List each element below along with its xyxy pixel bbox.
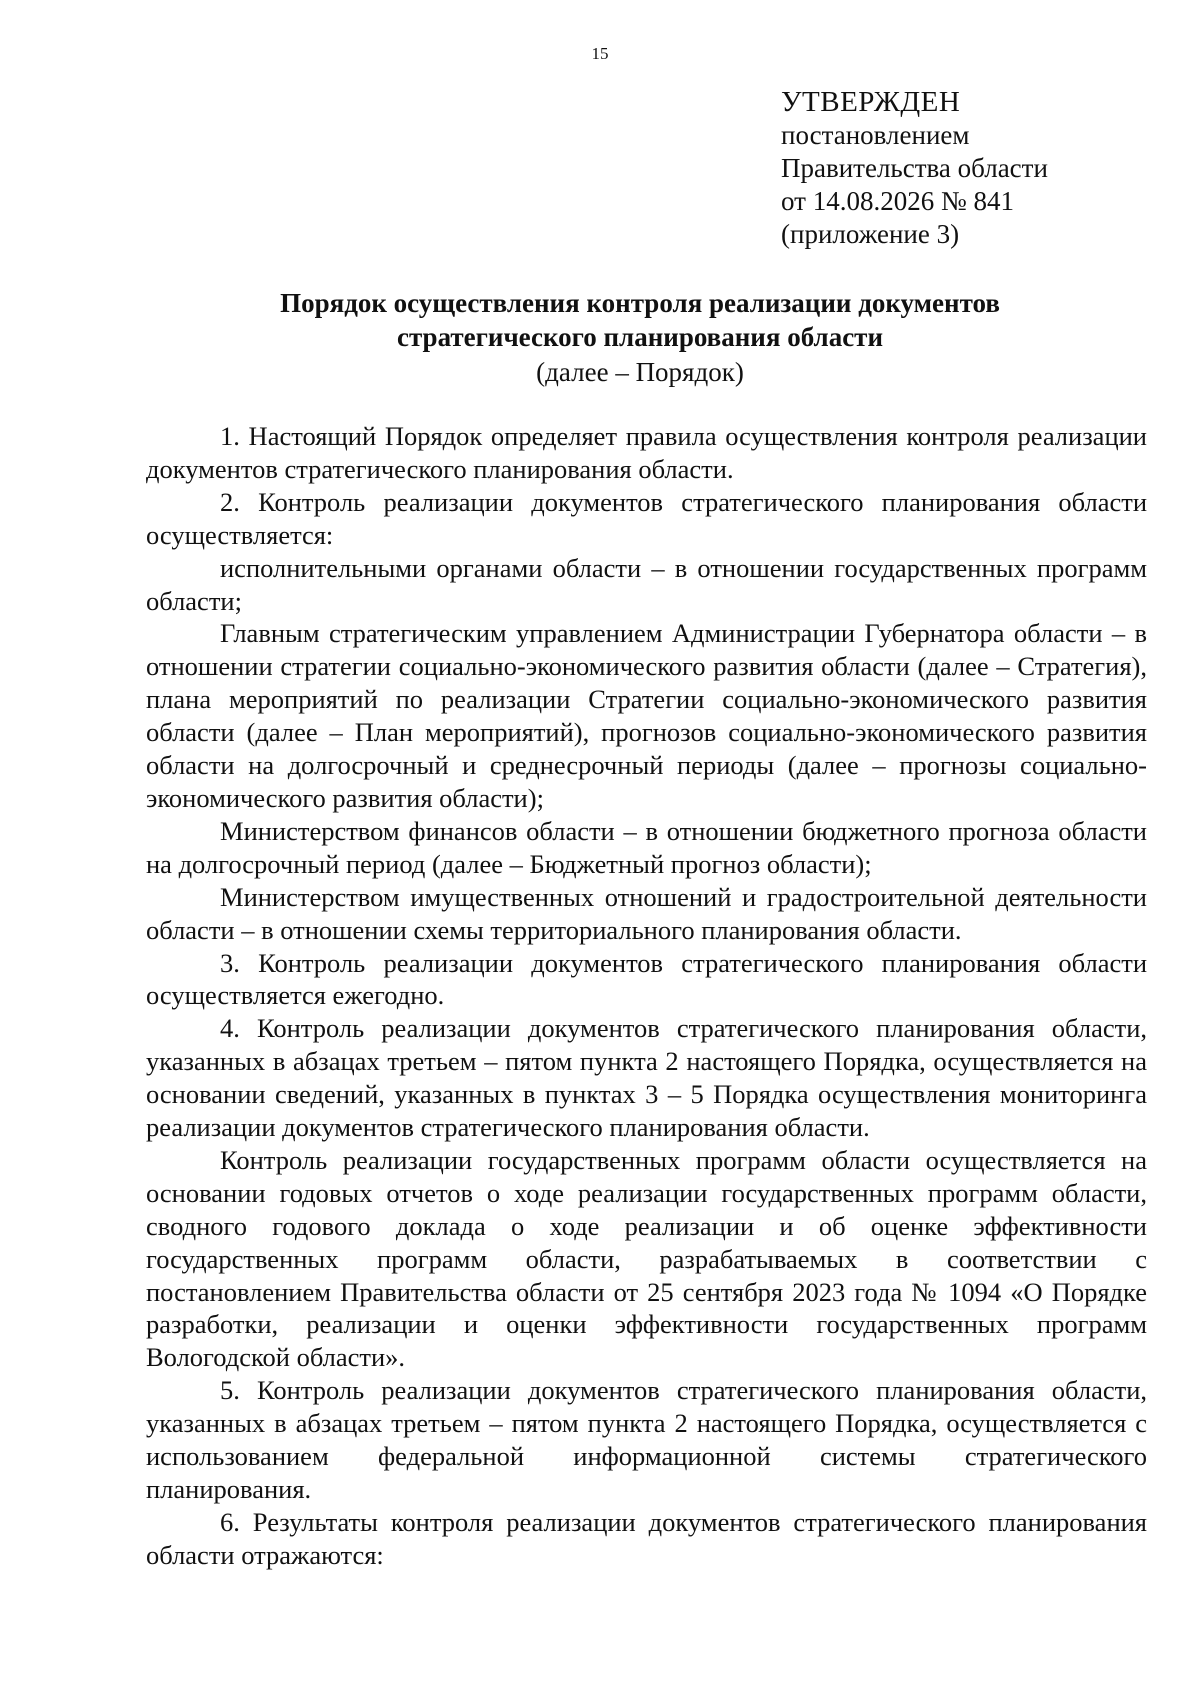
title-line: Порядок осуществления контроля реализации документов (280, 288, 1000, 318)
title-note: (далее – Порядок) (536, 357, 744, 387)
approval-stamp (781, 86, 1181, 251)
approval-date-number: от 14.08.2026 № 841 (781, 186, 1014, 216)
document-body (146, 420, 1147, 1572)
paragraph: Министерством финансов области – в отношении бюджетного прогноза области на долгосрочный период (далее – Бюджетный прогноз области); (146, 815, 1147, 879)
paragraph: 2. Контроль реализации документов стратегического планирования области осуществляется: (146, 486, 1147, 550)
paragraph: исполнительными органами области – в отношении государственных программ области; (146, 552, 1147, 616)
paragraph: 4. Контроль реализации документов стратегического планирования области, указанных в абзацах третьем – пятом пункта 2 настоящего Порядка, осуществляется на основании сведений, указанных в пунктах 3 – 5 Порядка осуществления мониторинга реализации документов стратегического планирования области. (146, 1013, 1147, 1143)
title-line: стратегического планирования области (396, 322, 883, 352)
approval-title: УТВЕРЖДЕН (781, 86, 961, 118)
paragraph: Главным стратегическим управлением Администрации Губернатора области – в отношении стратегии социально-экономического развития области (далее – Стратегия), плана мероприятий по реализации Стратегии социально-экономического развития области (далее – План мероприятий), прогнозов социально-экономического развития области на долгосрочный и среднесрочный периоды (далее – прогнозы социально-экономического развития области); (146, 618, 1147, 813)
approval-appendix: (приложение 3) (781, 219, 960, 249)
approval-line: Правительства области (781, 153, 1048, 183)
page-number: 15 (591, 44, 609, 63)
paragraph: Контроль реализации государственных программ области осуществляется на основании годовых отчетов о ходе реализации государственных программ области, сводного годового доклада о ходе реализации и об оценке эффективности государственных программ области, разрабатываемых в соответствии с постановлением Правительства области от 25 сентября 2023 года № 1094 «О Порядке разработки, реализации и оценки эффективности государственных программ Вологодской области». (146, 1144, 1147, 1373)
paragraph: 5. Контроль реализации документов стратегического планирования области, указанных в абзацах третьем – пятом пункта 2 настоящего Порядка, осуществляется с использованием федеральной информационной системы стратегического планирования. (146, 1375, 1147, 1504)
paragraph: 6. Результаты контроля реализации документов стратегического планирования области отражаются: (146, 1506, 1147, 1570)
paragraph: 3. Контроль реализации документов стратегического планирования области осуществляется ежегодно. (146, 947, 1147, 1011)
document-title (150, 286, 1130, 390)
paragraph: Министерством имущественных отношений и градостроительной деятельности области – в отношении схемы территориального планирования области. (146, 881, 1147, 945)
paragraph: 1. Настоящий Порядок определяет правила осуществления контроля реализации документов стратегического планирования области. (146, 421, 1147, 484)
approval-line: постановлением (781, 120, 970, 150)
